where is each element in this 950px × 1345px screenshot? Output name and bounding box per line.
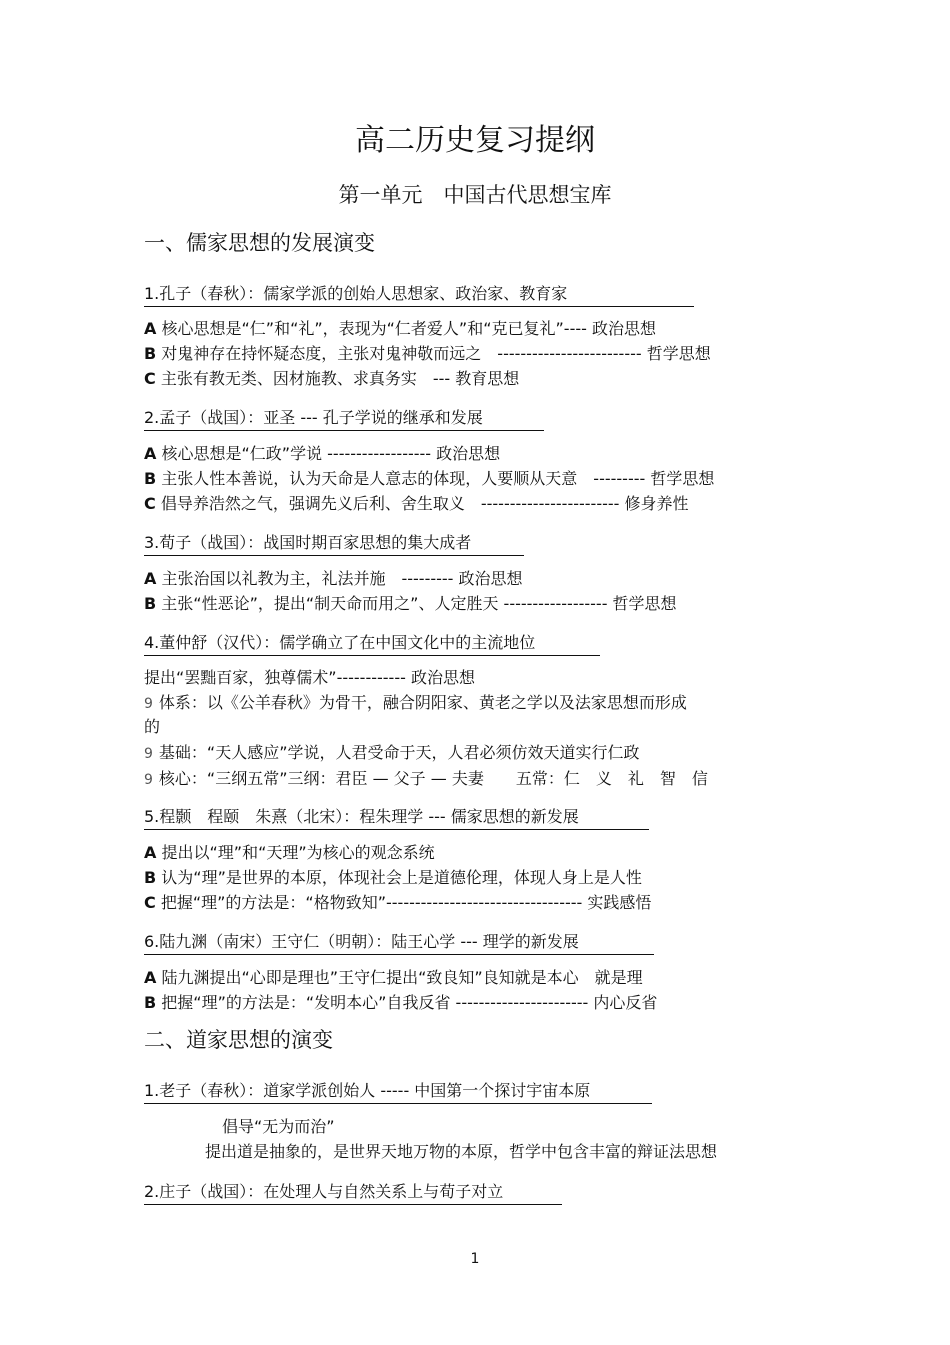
subsection-title: 3.荀子（战国）：战国时期百家思想的集大成者 bbox=[144, 532, 524, 556]
bullet-marker: 9 bbox=[144, 746, 153, 762]
subsection-title: 5.程颢 程颐 朱熹（北宋）：程朱理学 --- 儒家思想的新发展 bbox=[144, 806, 649, 830]
line-marker: C bbox=[144, 893, 156, 912]
text-line bbox=[144, 443, 500, 465]
text-line bbox=[144, 867, 642, 889]
unit-title: 第一单元 中国古代思想宝库 bbox=[338, 183, 612, 207]
bullet-marker: 9 bbox=[144, 772, 153, 788]
text-line bbox=[144, 967, 643, 989]
bullet-marker: 9 bbox=[144, 696, 153, 712]
line-text: 核心思想是“仁政”学说 ------------------ 政治思想 bbox=[161, 444, 501, 463]
line-marker: B bbox=[144, 344, 157, 363]
text-line bbox=[144, 768, 708, 791]
line-marker: B bbox=[144, 594, 157, 613]
text-line bbox=[205, 1141, 717, 1163]
text-line bbox=[144, 318, 656, 340]
line-marker: A bbox=[144, 843, 157, 862]
text-line bbox=[144, 692, 687, 715]
text-line bbox=[222, 1116, 335, 1138]
line-text: 主张人性本善说，认为天命是人意志的体现，人要顺从天意 --------- 哲学思想 bbox=[161, 469, 715, 488]
line-text: 提出道是抽象的，是世界天地万物的本原，哲学中包含丰富的辩证法思想 bbox=[205, 1142, 718, 1161]
line-marker: A bbox=[144, 444, 157, 463]
line-text: 主张“性恶论”，提出“制天命而用之”、人定胜天 ------------------ 哲学思想 bbox=[161, 594, 677, 613]
line-text: 核心：“三纲五常”三纲：君臣 — 父子 — 夫妻 五常：仁 义 礼 智 信 bbox=[158, 769, 708, 788]
line-text: 的 bbox=[144, 717, 161, 736]
line-text: 陆九渊提出“心即是理也”王守仁提出“致良知”良知就是本心 就是理 bbox=[161, 968, 643, 987]
text-line bbox=[144, 568, 523, 590]
line-text: 提出以“理”和“天理”为核心的观念系统 bbox=[161, 843, 435, 862]
line-text: 体系：以《公羊春秋》为骨干，融合阴阳家、黄老之学以及法家思想而形成 bbox=[158, 693, 687, 712]
line-text: 基础：“天人感应”学说，人君受命于天，人君必须仿效天道实行仁政 bbox=[158, 743, 640, 762]
text-line bbox=[144, 667, 475, 689]
line-marker: B bbox=[144, 469, 157, 488]
text-line bbox=[144, 892, 651, 914]
line-text: 把握“理”的方法是：“格物致知”---------------------------------- 实践感悟 bbox=[160, 893, 652, 912]
text-line bbox=[144, 842, 435, 864]
text-line bbox=[144, 468, 714, 490]
subsection-title: 4.董仲舒（汉代）：儒学确立了在中国文化中的主流地位 bbox=[144, 632, 600, 656]
line-text: 把握“理”的方法是：“发明本心”自我反省 ----------------------- 内心反省 bbox=[161, 993, 658, 1012]
line-marker: B bbox=[144, 868, 157, 887]
line-text: 核心思想是“仁”和“礼”，表现为“仁者爱人”和“克已复礼”---- 政治思想 bbox=[161, 319, 656, 338]
line-text: 对鬼神存在持怀疑态度，主张对鬼神敬而远之 ------------------------- 哲学思想 bbox=[161, 344, 711, 363]
page-title: 高二历史复习提纲 bbox=[355, 123, 595, 158]
line-marker: A bbox=[144, 968, 157, 987]
text-line bbox=[144, 716, 160, 738]
subsection-title: 2.庄子（战国）：在处理人与自然关系上与荀子对立 bbox=[144, 1181, 562, 1205]
text-line bbox=[144, 593, 677, 615]
text-line bbox=[144, 343, 711, 365]
line-marker: A bbox=[144, 569, 157, 588]
text-line bbox=[144, 493, 689, 515]
line-text: 主张治国以礼教为主，礼法并施 --------- 政治思想 bbox=[161, 569, 523, 588]
section-heading-taoism: 二、道家思想的演变 bbox=[144, 1028, 333, 1052]
line-text: 倡导养浩然之气，强调先义后利、舍生取义 ------------------------ 修身养性 bbox=[160, 494, 689, 513]
subsection-title: 1.老子（春秋）：道家学派创始人 ----- 中国第一个探讨宇宙本原 bbox=[144, 1080, 652, 1104]
page-number: 1 bbox=[470, 1251, 480, 1267]
line-marker: C bbox=[144, 494, 156, 513]
section-heading-confucianism: 一、儒家思想的发展演变 bbox=[144, 231, 375, 255]
line-text: 倡导“无为而治” bbox=[222, 1117, 335, 1136]
line-text: 认为“理”是世界的本原，体现社会上是道德伦理，体现人身上是人性 bbox=[161, 868, 642, 887]
text-line bbox=[144, 368, 519, 390]
subsection-title: 6.陆九渊（南宋）王守仁（明朝）：陆王心学 --- 理学的新发展 bbox=[144, 931, 654, 955]
subsection-title: 2.孟子（战国）：亚圣 --- 孔子学说的继承和发展 bbox=[144, 407, 544, 431]
text-line bbox=[144, 742, 640, 765]
line-marker: C bbox=[144, 369, 156, 388]
line-text: 主张有教无类、因材施教、求真务实 --- 教育思想 bbox=[160, 369, 520, 388]
line-text: 提出“罢黜百家，独尊儒术”------------ 政治思想 bbox=[144, 668, 475, 687]
line-marker: A bbox=[144, 319, 157, 338]
subsection-title: 1.孔子（春秋）：儒家学派的创始人思想家、政治家、教育家 bbox=[144, 283, 694, 307]
line-marker: B bbox=[144, 993, 157, 1012]
text-line bbox=[144, 992, 657, 1014]
